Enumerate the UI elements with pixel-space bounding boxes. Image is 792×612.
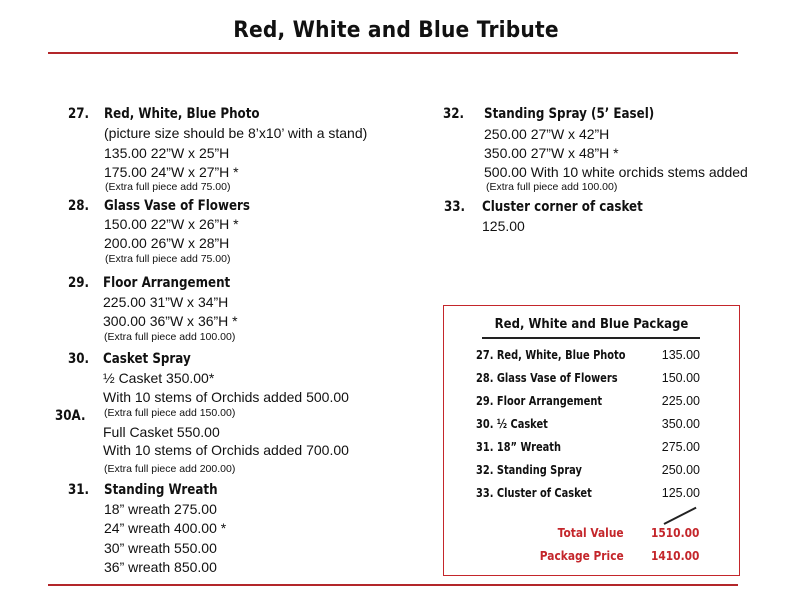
item-name: Red, White, Blue Photo: [104, 106, 260, 122]
item-price-line: 30” wreath 550.00: [104, 540, 217, 556]
item-number: 28.: [68, 198, 90, 214]
item-note: (Extra full piece add 150.00): [104, 407, 236, 419]
item-price-line: 200.00 26”W x 28”H: [104, 235, 230, 251]
item-price-line: 135.00 22”W x 25”H: [104, 145, 230, 161]
item-number: 33.: [444, 199, 466, 215]
item-price-line: With 10 stems of Orchids added 500.00: [103, 389, 349, 405]
item-price-line: 350.00 27”W x 48”H *: [484, 145, 619, 161]
item-name: Glass Vase of Flowers: [104, 198, 250, 214]
item-note: (Extra full piece add 100.00): [486, 181, 618, 193]
item-number: 27.: [68, 106, 90, 122]
item-price-line: With 10 stems of Orchids added 700.00: [103, 442, 349, 458]
total-value: 1510.00: [651, 525, 700, 540]
bottom-divider: [48, 584, 738, 586]
item-price-line: 36” wreath 850.00: [104, 559, 217, 575]
item-note: (Extra full piece add 75.00): [105, 181, 231, 193]
page-title: Red, White and Blue Tribute: [233, 18, 559, 43]
package-price: 1410.00: [651, 548, 700, 563]
item-price-line: 150.00 22”W x 26”H *: [104, 216, 239, 232]
item-number: 32.: [443, 106, 465, 122]
package-row-price: 225.00: [661, 394, 700, 408]
package-row: [476, 394, 700, 410]
package-row-price: 125.00: [661, 486, 700, 500]
package-row-price: 275.00: [661, 440, 700, 454]
package-row: [476, 440, 700, 456]
package-row: [476, 371, 700, 387]
package-row-label: 28. Glass Vase of Flowers: [476, 371, 618, 385]
item-price-line: 250.00 27”W x 42”H: [484, 126, 610, 142]
item-price-line: 225.00 31”W x 34”H: [103, 294, 229, 310]
item-price-line: 18” wreath 275.00: [104, 501, 217, 517]
package-row-label: 29. Floor Arrangement: [476, 394, 603, 408]
item-number-30a: 30A.: [55, 408, 86, 424]
package-row-price: 135.00: [661, 348, 700, 362]
package-row-label: 27. Red, White, Blue Photo: [476, 348, 626, 362]
item-name: Standing Wreath: [104, 482, 218, 498]
package-title-underline: [482, 337, 700, 339]
top-divider: [48, 52, 738, 54]
package-row: [476, 463, 700, 479]
item-note: (Extra full piece add 200.00): [104, 463, 236, 475]
item-name: Casket Spray: [103, 351, 191, 367]
package-row: [476, 417, 700, 433]
total-value-strikethrough: [664, 507, 697, 525]
item-name: Cluster corner of casket: [482, 199, 643, 215]
package-price-wrap: [651, 548, 711, 564]
package-row-label: 31. 18” Wreath: [476, 440, 562, 454]
package-row-label: 32. Standing Spray: [476, 463, 582, 477]
package-price-label: Package Price: [540, 548, 624, 563]
item-note: (Extra full piece add 100.00): [104, 331, 236, 343]
item-note: (Extra full piece add 75.00): [105, 253, 231, 265]
item-price-line: 300.00 36”W x 36”H *: [103, 313, 238, 329]
package-row-label: 30. ½ Casket: [476, 417, 548, 431]
item-name: Standing Spray (5’ Easel): [484, 106, 655, 122]
total-value-wrap: [651, 525, 711, 541]
package-price-label-wrap: [444, 548, 624, 564]
total-value-label-wrap: [444, 525, 624, 541]
item-number: 29.: [68, 275, 90, 291]
item-number: 30.: [68, 351, 90, 367]
item-line: (picture size should be 8’x10’ with a stand): [104, 125, 368, 141]
item-price-line: 24” wreath 400.00 *: [104, 520, 227, 536]
item-price-line: 175.00 24”W x 27”H *: [104, 164, 239, 180]
item-price-line: ½ Casket 350.00*: [103, 370, 215, 386]
item-price-line: 125.00: [482, 218, 525, 234]
package-row: [476, 348, 700, 364]
package-row-price: 150.00: [661, 371, 700, 385]
item-name: Floor Arrangement: [103, 275, 231, 291]
total-value-label: Total Value: [558, 525, 624, 540]
package-row-label: 33. Cluster of Casket: [476, 486, 592, 500]
package-row-price: 350.00: [661, 417, 700, 431]
item-price-line: Full Casket 550.00: [103, 424, 220, 440]
package-row-price: 250.00: [661, 463, 700, 477]
item-number: 31.: [68, 482, 90, 498]
item-price-line: 500.00 With 10 white orchids stems added: [484, 164, 748, 180]
package-title: Red, White and Blue Package: [494, 317, 689, 332]
package-row: [476, 486, 700, 502]
package-box: [443, 305, 740, 576]
